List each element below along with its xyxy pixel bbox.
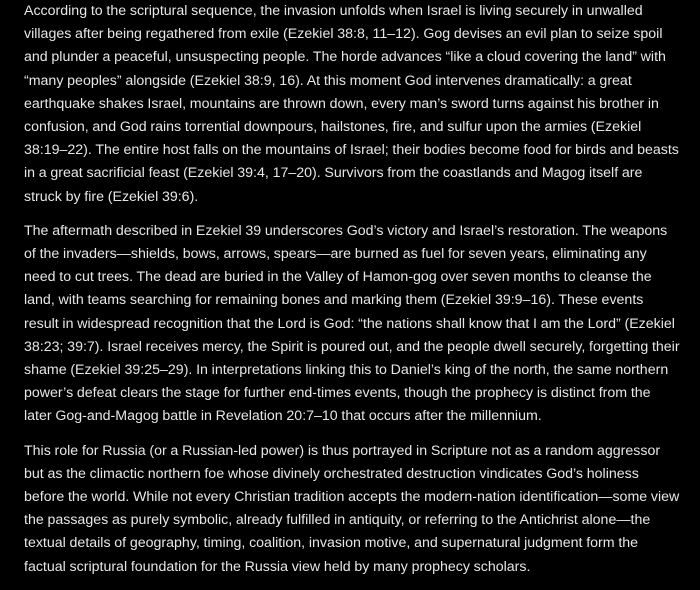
paragraph-russia-role: This role for Russia (or a Russian-led power) is thus portrayed in Scripture not as a random aggressor but as the climactic northern foe whose divinely orchestrated destruction vindicates God’s holiness before the world. While not every Christian tradition accepts the modern-nation identification—some view the passages as purely symbolic, already fulfilled in antiquity, or referring to the Antichrist alone—the textual details of geography, timing, coalition, invasion motive, and supernatural judgment form the factual scriptural foundation for the Russia view held by many prophecy scholars. <box>24 442 680 575</box>
paragraph-aftermath: The aftermath described in Ezekiel 39 underscores God’s victory and Israel’s restoration. The weapons of the invaders—shields, bows, arrows, spears—are burned as fuel for seven years, eliminating any need to cut trees. The dead are buried in the Valley of Hamon-gog over seven months to cleanse the land, with teams searching for remaining bones and marking them (Ezekiel 39:9–16). These events result in widespread recognition that the Lord is God: “the nations shall know that I am the Lord” (Ezekiel 38:23; 39:7). Israel receives mercy, the Spirit is poured out, and the people dwell securely, forgetting their shame (Ezekiel 39:25–29). In interpretations linking this to Daniel’s king of the north, the same northern power’s defeat clears the stage for further end-times events, though the prophecy is distinct from the later Gog-and-Magog battle in Revelation 20:7–10 that occurs after the millennium. <box>24 222 680 425</box>
paragraph-invasion-sequence: According to the scriptural sequence, the invasion unfolds when Israel is living securely in unwalled villages after being regathered from exile (Ezekiel 38:8, 11–12). Gog devises an evil plan to seize spoil and plunder a peaceful, unsuspecting people. The horde advances “like a cloud covering the land” with “many peoples” alongside (Ezekiel 38:9, 16). At this moment God intervenes dramatically: a great earthquake shakes Israel, mountains are thrown down, every man’s sword turns against his brother in confusion, and God rains torrential downpours, hailstones, fire, and sulfur upon the armies (Ezekiel 38:19–22). The entire host falls on the mountains of Israel; their bodies become food for birds and beasts in a great sacrificial feast (Ezekiel 39:4, 17–20). Survivors from the coastlands and Magog itself are struck by fire (Ezekiel 39:6). <box>24 3 679 205</box>
article-body <box>24 0 680 590</box>
